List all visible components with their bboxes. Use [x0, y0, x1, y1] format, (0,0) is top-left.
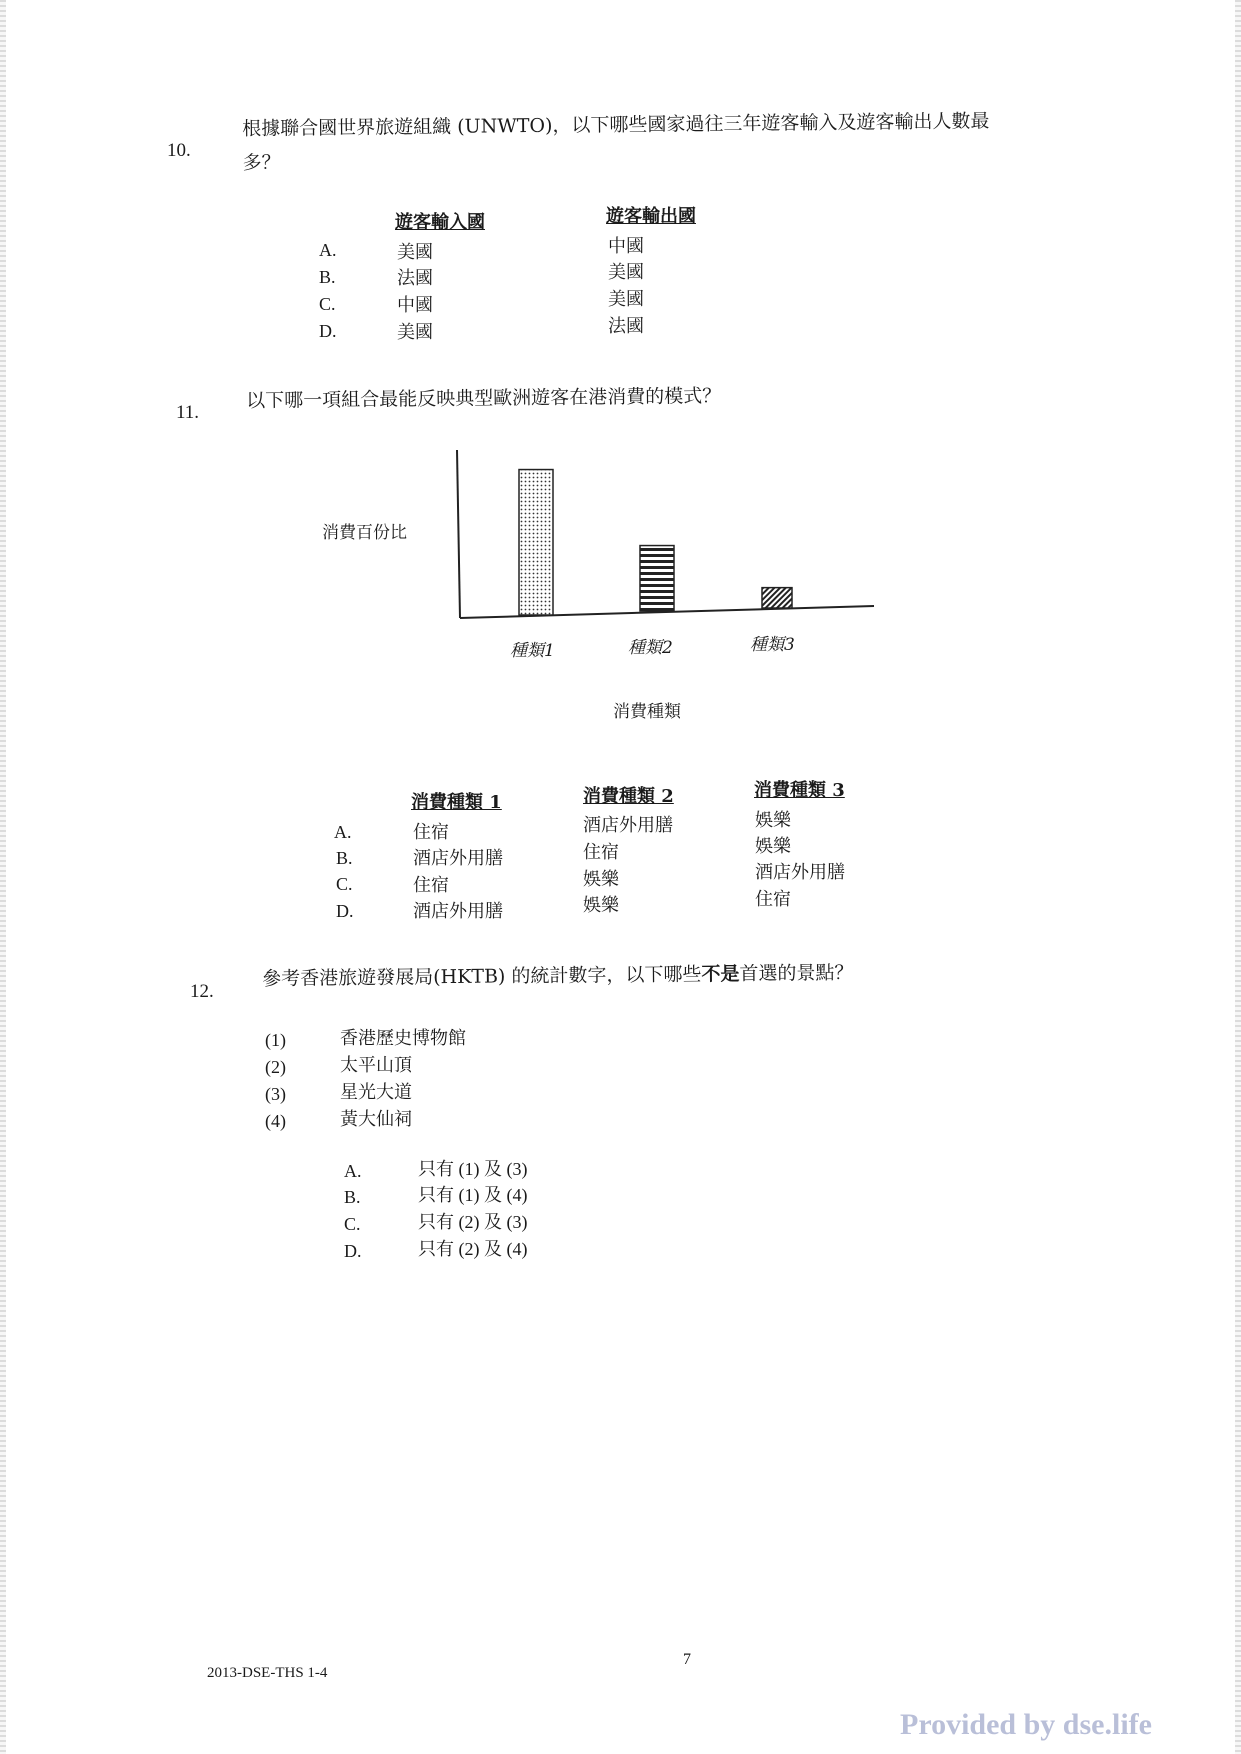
chart-x-tick-2: 種類2: [628, 638, 673, 658]
q10-option-c-col1: 中國: [397, 295, 433, 316]
q11-header-1: 消費種類 1: [411, 792, 502, 813]
q12-item-2-num: (2): [265, 1057, 286, 1077]
chart-x-tick-3: 種類3: [750, 635, 795, 655]
q12-option-d-letter: D.: [344, 1241, 362, 1261]
q10-header-outbound: 遊客輸出國: [606, 206, 696, 227]
scan-edge-left: [0, 0, 6, 1754]
q11-option-a-col3: 娛樂: [755, 810, 791, 831]
q10-option-b-letter: B.: [319, 267, 336, 287]
chart-x-label: 消費種類: [613, 702, 681, 722]
q11-number: 11.: [176, 402, 200, 423]
q10-text-line2: 多？: [242, 151, 281, 174]
chart-bar-2: [640, 546, 674, 611]
source-watermark: Provided by dse.life: [900, 1708, 1152, 1741]
q12-option-a-text: 只有 (1) 及 (3): [418, 1159, 528, 1179]
q12-text-before: 參考香港旅遊發展局(HKTB) 的統計數字，以下哪些: [262, 963, 702, 990]
q10-text-line1: 根據聯合國世界旅遊組織 (UNWTO)，以下哪些國家過往三年遊客輸入及遊客輸出人數最: [242, 110, 990, 140]
q11-option-c-col2: 娛樂: [583, 869, 619, 890]
q12-item-3-text: 星光大道: [340, 1082, 412, 1103]
q12-item-1-text: 香港歷史博物館: [340, 1028, 466, 1049]
chart-bar-1: [519, 470, 553, 615]
q10-option-a-col2: 中國: [608, 236, 644, 257]
q11-option-c-col1: 住宿: [413, 875, 449, 896]
q12-question-text: [262, 956, 854, 996]
q12-text-emphasis: 不是: [701, 963, 740, 986]
q12-item-1-num: (1): [265, 1030, 286, 1050]
q12-option-c-text: 只有 (2) 及 (3): [418, 1212, 528, 1232]
q11-option-d-letter: D.: [336, 901, 354, 921]
q11-header-3: 消費種類 3: [754, 780, 845, 801]
q10-option-c-letter: C.: [319, 294, 336, 314]
spending-bar-chart: [440, 440, 880, 660]
q10-option-d-col1: 美國: [397, 322, 433, 343]
chart-x-tick-1: 種類1: [510, 641, 555, 661]
q12-item-3-num: (3): [265, 1084, 286, 1104]
q11-option-c-letter: C.: [336, 874, 353, 894]
q12-option-a-letter: A.: [344, 1161, 362, 1181]
chart-y-axis: [457, 450, 460, 618]
q10-option-a-letter: A.: [319, 240, 337, 260]
q12-item-4-text: 黃大仙祠: [340, 1109, 412, 1130]
q12-option-c-letter: C.: [344, 1214, 361, 1234]
q10-option-d-col2: 法國: [608, 316, 644, 337]
q11-option-d-col2: 娛樂: [583, 895, 619, 916]
q10-option-d-letter: D.: [319, 321, 337, 341]
q10-option-c-col2: 美國: [608, 289, 644, 310]
q12-item-4-num: (4): [265, 1111, 286, 1131]
q11-option-b-col1: 酒店外用膳: [413, 848, 503, 869]
paper-code: 2013-DSE-THS 1-4: [207, 1665, 328, 1681]
scan-edge-right: [1235, 0, 1241, 1754]
page-number: 7: [683, 1651, 691, 1668]
q10-option-a-col1: 美國: [397, 242, 433, 263]
q11-header-2: 消費種類 2: [583, 786, 674, 807]
q12-option-b-letter: B.: [344, 1187, 361, 1207]
q12-number: 12.: [190, 981, 214, 1002]
q10-question-text: [242, 103, 1143, 180]
q11-option-b-col2: 住宿: [583, 842, 619, 863]
q11-option-b-letter: B.: [336, 848, 353, 868]
chart-y-label: 消費百份比: [322, 523, 407, 543]
q11-option-a-col1: 住宿: [413, 822, 449, 843]
q12-item-2-text: 太平山頂: [340, 1055, 412, 1076]
q11-option-d-col3: 住宿: [755, 889, 791, 910]
q11-option-d-col1: 酒店外用膳: [413, 901, 503, 922]
q11-option-c-col3: 酒店外用膳: [755, 862, 845, 883]
q12-option-d-text: 只有 (2) 及 (4): [418, 1239, 528, 1259]
q10-option-b-col1: 法國: [397, 268, 433, 289]
q11-option-a-letter: A.: [334, 822, 352, 842]
q10-header-inbound: 遊客輸入國: [395, 212, 485, 233]
q12-text-after: 首選的景點？: [739, 961, 854, 986]
q10-option-b-col2: 美國: [608, 262, 644, 283]
q11-option-b-col3: 娛樂: [755, 836, 791, 857]
q10-number: 10.: [167, 140, 191, 161]
chart-bar-3: [762, 588, 792, 608]
q11-question-text: 以下哪一項組合最能反映典型歐洲遊客在港消費的模式？: [246, 385, 722, 412]
q11-option-a-col2: 酒店外用膳: [583, 815, 673, 836]
q12-option-b-text: 只有 (1) 及 (4): [418, 1185, 528, 1205]
